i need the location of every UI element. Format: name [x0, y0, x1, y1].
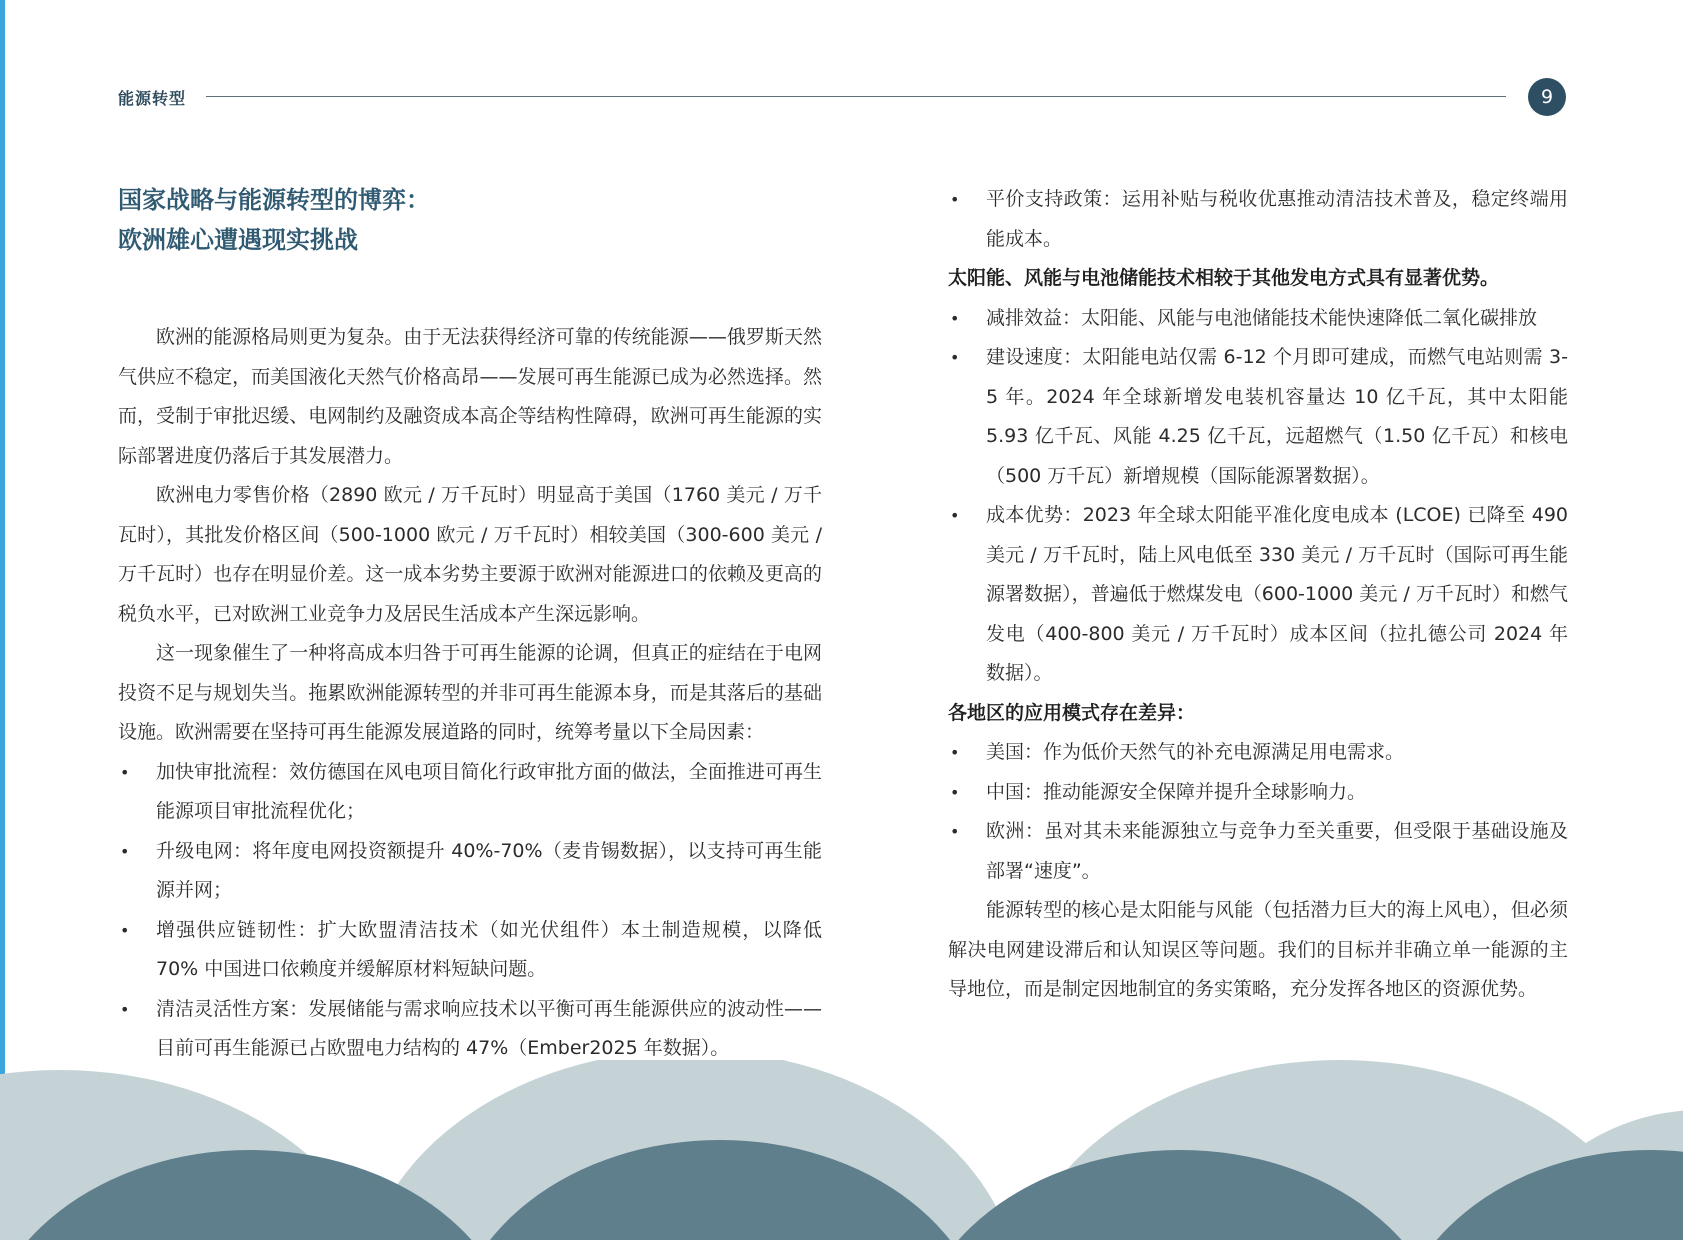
- list-item: • 平价支持政策：运用补贴与税收优惠推动清洁技术普及，稳定终端用能成本。: [948, 180, 1568, 259]
- list-item: • 成本优势：2023 年全球太阳能平准化度电成本 (LCOE) 已降至 490 美元 / 万千瓦时，陆上风电低至 330 美元 / 万千瓦时（国际可再生能源署数据），普遍低于燃煤发电（600-1000 美元 / 万千瓦时）和燃气发电（400-800 美元 / 万千瓦时）成本区间（拉扎德公司 2024 年数据）。: [948, 496, 1568, 694]
- right-bullet-list-3: [948, 733, 1568, 891]
- section-title: 能源转型: [118, 89, 187, 108]
- bullet-icon: •: [120, 920, 130, 940]
- list-item: • 清洁灵活性方案：发展储能与需求响应技术以平衡可再生能源供应的波动性——目前可再生能源已占欧盟电力结构的 47%（Ember2025 年数据）。: [118, 990, 822, 1069]
- article-title-line2: 欧洲雄心遭遇现实挑战: [118, 226, 358, 254]
- paragraph-3: 这一现象催生了一种将高成本归咎于可再生能源的论调，但真正的症结在于电网投资不足与规划失当。拖累欧洲能源转型的并非可再生能源本身，而是其落后的基础设施。欧洲需要在坚持可再生能源发展道路的同时，统筹考量以下全局因素：: [118, 642, 822, 743]
- bullet-icon: •: [950, 308, 960, 328]
- article-title-line1: 国家战略与能源转型的博弈：: [118, 186, 430, 214]
- left-edge-stripe: [0, 0, 5, 1240]
- bullet-icon: •: [950, 190, 960, 209]
- list-item: • 建设速度：太阳能电站仅需 6-12 个月即可建成，而燃气电站则需 3-5 年。2024 年全球新增发电装机容量达 10 亿千瓦，其中太阳能 5.93 亿千瓦、风能 4.25 亿千瓦，远超燃气（1.50 亿千瓦）和核电（500 万千瓦）新增规模（国际能源署数据）。: [948, 338, 1568, 496]
- bullet-icon: •: [950, 822, 960, 841]
- paragraph-1: 欧洲的能源格局则更为复杂。由于无法获得经济可靠的传统能源——俄罗斯天然气供应不稳定，而美国液化天然气价格高昂——发展可再生能源已成为必然选择。然而，受制于审批迟缓、电网制约及融资成本高企等结构性障碍，欧洲可再生能源的实际部署进度仍落后于其发展潜力。: [118, 326, 822, 467]
- bullet-icon: •: [950, 743, 960, 762]
- list-item: • 欧洲：虽对其未来能源独立与竞争力至关重要，但受限于基础设施及部署“速度”。: [948, 812, 1568, 891]
- subheading-regions: 各地区的应用模式存在差异：: [948, 701, 1196, 724]
- subheading-advantages: 太阳能、风能与电池储能技术相较于其他发电方式具有显著优势。: [948, 267, 1500, 289]
- bullet-icon: •: [950, 348, 960, 367]
- right-column: [948, 180, 1568, 1010]
- list-item: • 美国：作为低价天然气的补充电源满足用电需求。: [948, 733, 1568, 773]
- left-column: [118, 180, 822, 1069]
- bullet-icon: •: [950, 782, 960, 802]
- decorative-wave-footer: [0, 1060, 1683, 1240]
- list-item: • 升级电网：将年度电网投资额提升 40%-70%（麦肯锡数据），以支持可再生能源并网；: [118, 832, 822, 911]
- list-item: • 中国：推动能源安全保障并提升全球影响力。: [948, 773, 1568, 813]
- article-title: [118, 180, 822, 260]
- list-item: • 加快审批流程：效仿德国在风电项目简化行政审批方面的做法，全面推进可再生能源项目审批流程优化；: [118, 753, 822, 832]
- right-bullet-list-2: [948, 299, 1568, 694]
- page-number-badge: 9: [1528, 78, 1566, 116]
- bullet-icon: •: [120, 841, 130, 861]
- page-header: [118, 78, 1566, 114]
- paragraph-2: 欧洲电力零售价格（2890 欧元 / 万千瓦时）明显高于美国（1760 美元 / 万千瓦时），其批发价格区间（500-1000 欧元 / 万千瓦时）相较美国（300-600 美元 / 万千瓦时）也存在明显价差。这一成本劣势主要源于欧洲对能源进口的依赖及更高的税负水平，已对欧洲工业竞争力及居民生活成本产生深远影响。: [118, 484, 822, 625]
- right-bullet-list-1: [948, 180, 1568, 259]
- bullet-icon: •: [120, 762, 130, 782]
- header-divider: [206, 96, 1506, 97]
- bullet-icon: •: [120, 999, 130, 1019]
- conclusion-paragraph: 能源转型的核心是太阳能与风能（包括潜力巨大的海上风电），但必须解决电网建设滞后和认知误区等问题。我们的目标并非确立单一能源的主导地位，而是制定因地制宜的务实策略，充分发挥各地区的资源优势。: [948, 899, 1568, 1000]
- list-item: • 减排效益：太阳能、风能与电池储能技术能快速降低二氧化碳排放: [948, 299, 1568, 339]
- left-bullet-list: [118, 753, 822, 1069]
- bullet-icon: •: [950, 506, 960, 525]
- list-item: • 增强供应链韧性：扩大欧盟清洁技术（如光伏组件）本土制造规模，以降低 70% 中国进口依赖度并缓解原材料短缺问题。: [118, 911, 822, 990]
